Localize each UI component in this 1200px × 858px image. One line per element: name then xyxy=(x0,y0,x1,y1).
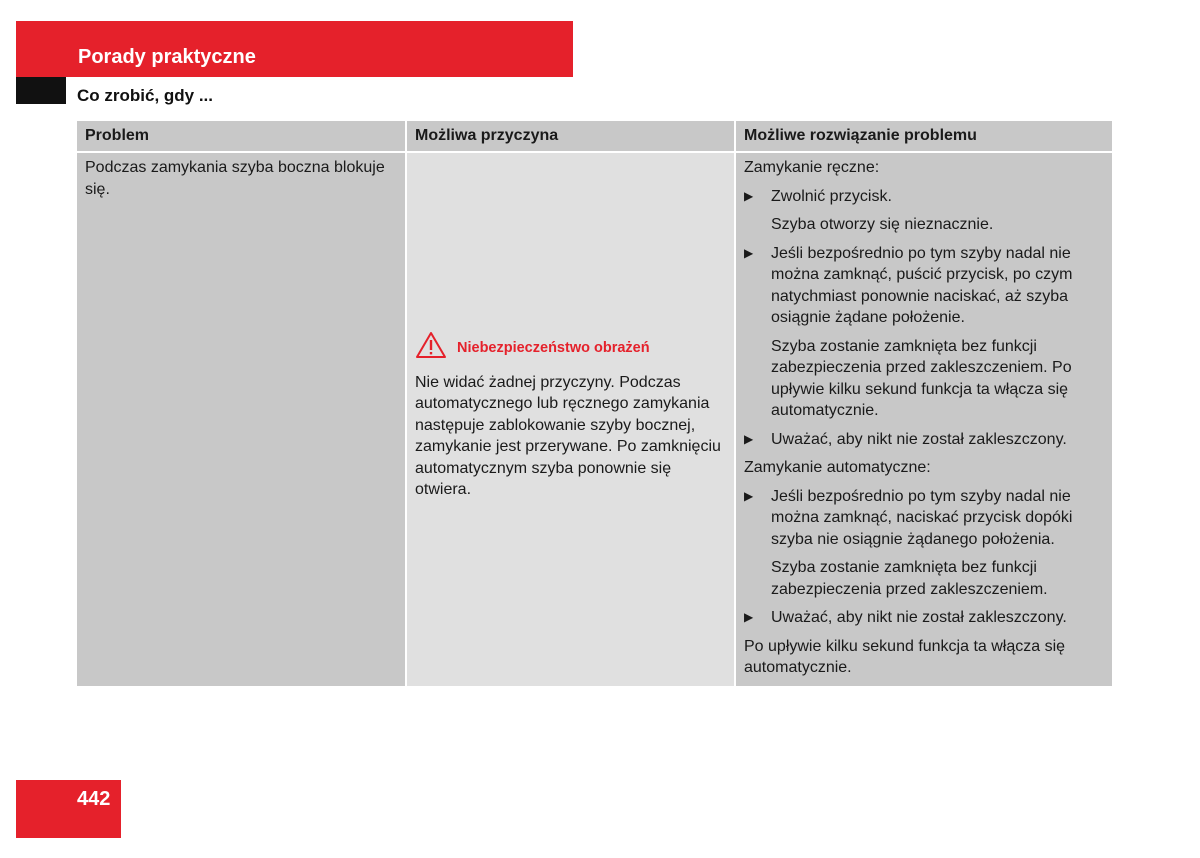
arrow-bullet-icon: ▶ xyxy=(744,488,754,503)
column-header-problem: Problem xyxy=(77,121,406,152)
table-header-row xyxy=(77,121,1112,152)
cause-cell xyxy=(406,152,735,686)
list-item: ▶ Jeśli bezpośrednio po tym szyby nadal nie można zamknąć, puścić przycisk, po czym natychmiast ponownie naciskać, aż szyba osiągnie żądane położenie. xyxy=(744,243,1104,329)
subsection-title: Co zrobić, gdy ... xyxy=(77,86,214,105)
section-title: Porady praktyczne xyxy=(78,46,256,68)
arrow-bullet-icon: ▶ xyxy=(744,610,754,624)
cause-text: Nie widać żadnej przyczyny. Podczas automatycznego lub ręcznego zamykania następuje zablokowanie szyby bocznej, zamykanie jest przerywane. Po zamknięciu automatycznym szyba ponownie się otwiera. xyxy=(415,373,721,498)
column-header-cause: Możliwa przyczyna xyxy=(406,121,735,152)
list-item: ▶ Zwolnić przycisk. xyxy=(744,186,1104,208)
warning-heading xyxy=(415,331,726,366)
section-marker xyxy=(16,77,66,104)
solution-cell xyxy=(735,152,1112,686)
manual-closing-heading: Zamykanie ręczne: xyxy=(744,159,880,176)
problem-cell xyxy=(77,152,406,686)
list-item: ▶ Uważać, aby nikt nie został zakleszczony. xyxy=(744,607,1104,629)
step-note: Szyba zostanie zamknięta bez funkcji zabezpieczenia przed zakleszczeniem. Po upływie kilku sekund funkcja ta włącza się automatycznie. xyxy=(771,337,1072,419)
page-number: 442 xyxy=(77,788,111,810)
warning-triangle-icon xyxy=(415,331,447,366)
automatic-closing-heading: Zamykanie automatyczne: xyxy=(744,459,931,476)
arrow-bullet-icon: ▶ xyxy=(744,188,754,203)
solution-footer-note: Po upływie kilku sekund funkcja ta włącza się automatycznie. xyxy=(744,637,1066,676)
list-item: ▶ Uważać, aby nikt nie został zakleszczony. xyxy=(744,429,1104,451)
table-row xyxy=(77,152,1112,686)
arrow-bullet-icon: ▶ xyxy=(744,245,754,260)
warning-title: Niebezpieczeństwo obrażeń xyxy=(457,339,650,356)
problem-text: Podczas zamykania szyba boczna blokuje się. xyxy=(85,159,385,198)
step-note: Szyba zostanie zamknięta bez funkcji zabezpieczenia przed zakleszczeniem. xyxy=(771,559,1048,598)
troubleshooting-table xyxy=(77,121,1112,686)
step-note: Szyba otworzy się nieznacznie. xyxy=(771,216,994,233)
list-item: ▶ Jeśli bezpośrednio po tym szyby nadal nie można zamknąć, naciskać przycisk dopóki szyba nie osiągnie żądanego położenia. xyxy=(744,486,1104,551)
arrow-bullet-icon: ▶ xyxy=(744,431,754,446)
column-header-solution: Możliwe rozwiązanie problemu xyxy=(735,121,1112,152)
